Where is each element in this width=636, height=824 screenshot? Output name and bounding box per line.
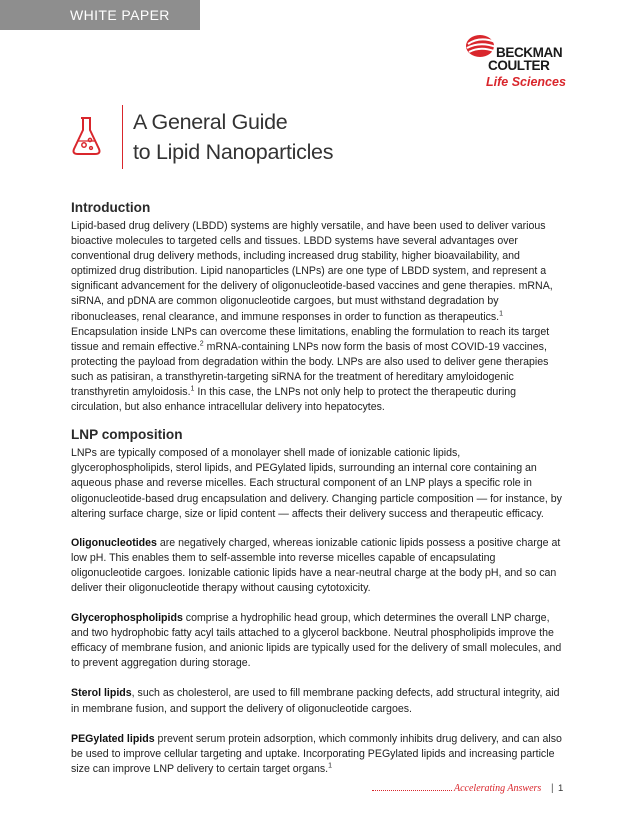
component-paragraph [71,611,565,671]
citation: 1 [328,762,333,770]
composition-paragraph: LNPs are typically composed of a monolayer shell made of ionizable cationic lipids, glycerophospholipids, sterol lipids, and PEGylated lipids, surrounding an internal core containing an aqueous phase and reverse micelles. Each structural component of an LNP plays a specific role in oligonucleotide-based drug encapsulation and delivery. Changing particle composition — for instance, by altering surface charge, size or lipid content — affects their delivery success and therapeutic efficacy. [71,447,562,520]
document-title-block [70,105,370,173]
component-paragraph [71,536,565,596]
footer-tagline: Accelerating Answers [454,783,542,794]
component-text: prevent serum protein adsorption, which commonly inhibits drug delivery, and can also be used to improve cellular targeting and uptake. Incorporating PEGylated lipids and increasing particle size can improve LNP delivery to certain target organs. [71,732,562,775]
citation-2: 2 [199,340,204,348]
composition-heading: LNP composition [71,427,183,443]
white-paper-band [0,0,200,30]
component-term: Oligonucleotides [71,536,157,549]
component-term: PEGylated lipids [71,732,155,745]
white-paper-label: WHITE PAPER [70,7,170,23]
brand-name-line2: COULTER [488,58,550,73]
component-term: Sterol lipids [71,687,132,700]
intro-text-3: mRNA-containing LNPs now form the basis of most COVID-19 vaccines, protecting the payload from degradation within the body. LNPs are also used to deliver gene therapies such as patisiran, a transthyretin-targeting siRNA for the treatment of hereditary amyloidogenic transthyretin amyloidosis. [71,340,549,399]
beckman-coulter-logo [462,30,572,92]
component-text: are negatively charged, whereas ionizable cationic lipids possess a positive charge at low pH. This enables them to self-assemble into reverse micelles capable of encapsulating oligonucleotide cargoes. Ionizable cationic lipids have a near-neutral charge at the body pH, and so can deliver their oligonucleotide therapy without causing cytotoxicity. [71,536,561,594]
component-text: , such as cholesterol, are used to fill membrane packing defects, add structural integrity, aid in membrane fusion, and support the delivery of oligonucleotide cargoes. [71,687,560,715]
introduction-heading: Introduction [71,200,151,215]
intro-text-1: Lipid-based drug delivery (LBDD) systems are highly versatile, and have been used to deliver various bioactive molecules to targeted cells and tissues. LBDD systems have several advantages over conventional drug delivery methods, including increased drug stability, higher bioavailability, and optimized drug distribution. Lipid nanoparticles (LNPs) are one type of LBDD system, and represent a significant advancement for the delivery of oligonucleotide-based vaccines and gene therapies. mRNA, siRNA, and pDNA are common oligonucleotide cargoes, but must withstand degradation by ribonucleases, renal clearance, and immune responses in order to function as therapeutics. [71,220,553,323]
footer-separator: | [551,783,554,794]
document-body [71,200,565,792]
component-text: comprise a hydrophilic head group, which determines the overall LNP charge, and two hydrophobic fatty acyl tails attached to a glycerol backbone. Neutral phospholipids improve the efficacy of membrane fusion, and anionic lipids are typically used for the delivery of small molecules, and to prevent aggregation during storage. [71,612,562,670]
citation-1: 1 [499,310,504,318]
title-divider [122,105,123,169]
citation-3: 1 [190,385,195,393]
page-title-line2: to Lipid Nanoparticles [133,140,334,164]
page-title-line1: A General Guide [133,110,288,134]
component-paragraph [71,686,565,716]
brand-name-line1: BECKMAN [496,45,563,60]
intro-text-2: Encapsulation inside LNPs can overcome these limitations, enabling the formulation to reach its target tissue and remain effective. [71,325,550,353]
footer-dotted-rule [372,790,452,791]
introduction-paragraph [71,219,565,415]
flask-icon [70,115,104,157]
page-number: 1 [558,783,564,794]
intro-text-4: In this case, the LNPs not only help to protect the therapeutic during circulation, but also enhance intracellular delivery into hepatocytes. [71,386,516,414]
brand-division: Life Sciences [486,75,566,89]
component-paragraph [71,732,565,777]
page-footer [0,781,636,801]
component-term: Glycerophospholipids [71,612,183,625]
